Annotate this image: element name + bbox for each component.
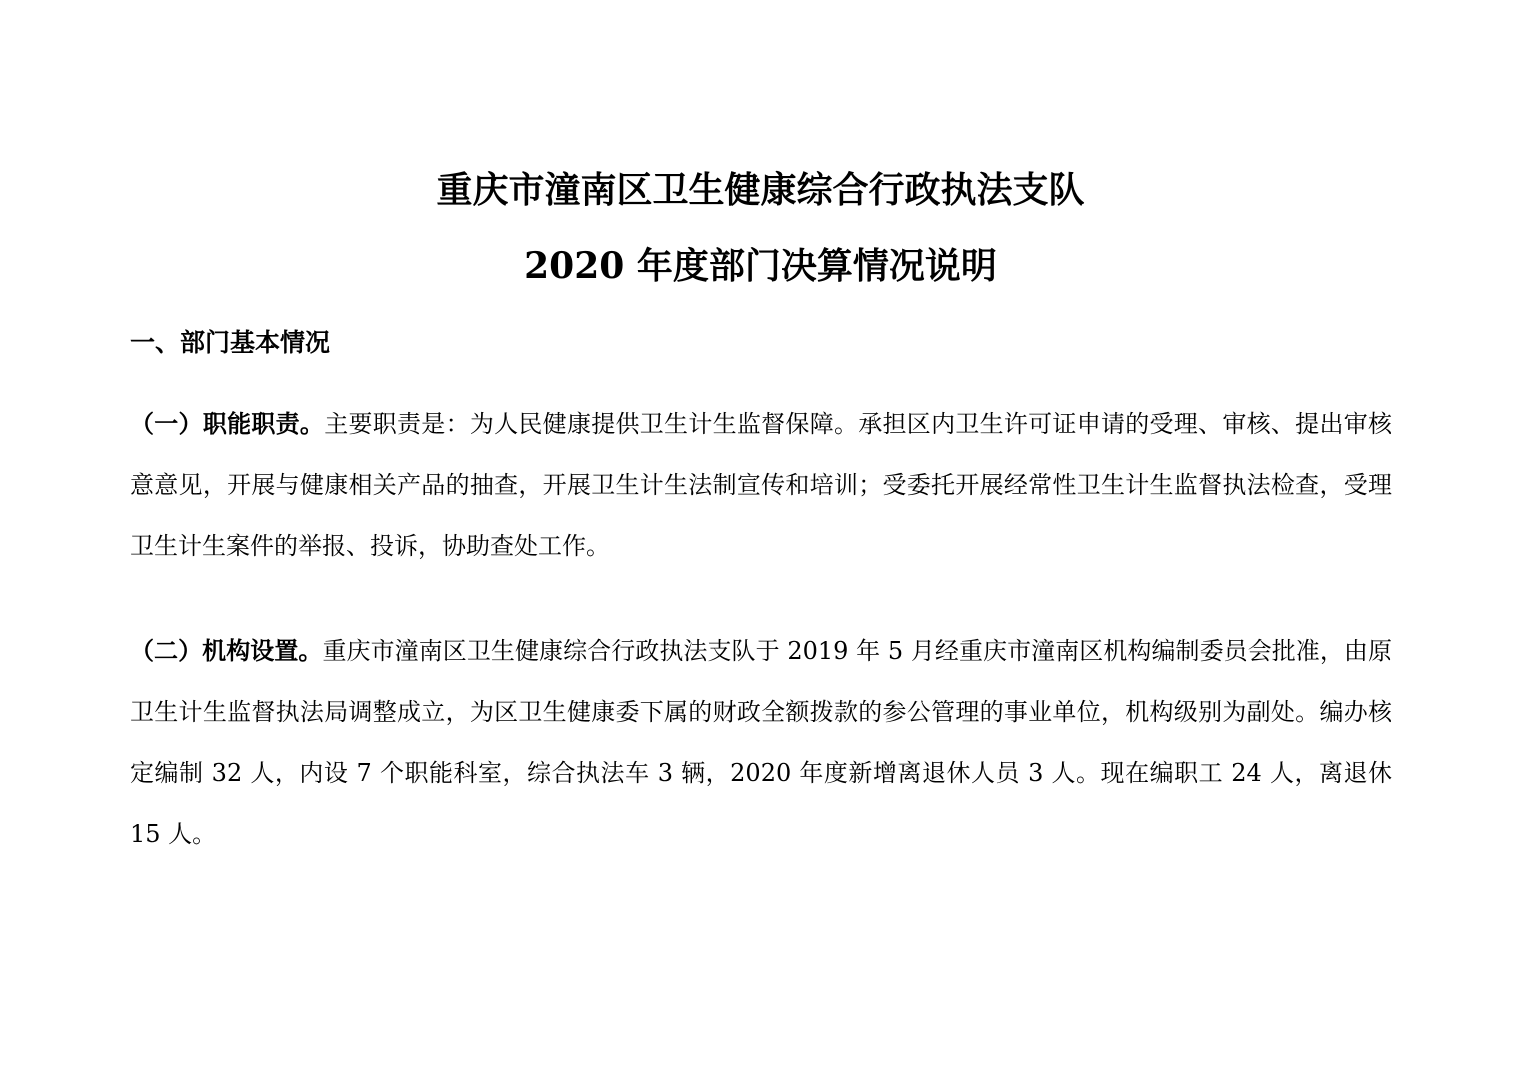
paragraph-body: 主要职责是：为人民健康提供卫生计生监督保障。承担区内卫生许可证申请的受理、审核、提出审核意意见，开展与健康相关产品的抽查，开展卫生计生法制宣传和培训；受委托开展经常性卫生计生监督执法检查，受理卫生计生案件的举报、投诉，协助查处工作。 (130, 410, 1393, 560)
paragraph-organization (130, 620, 1392, 865)
paragraph-body: 重庆市潼南区卫生健康综合行政执法支队于 2019 年 5 月经重庆市潼南区机构编制委员会批准，由原卫生计生监督执法局调整成立，为区卫生健康委下属的财政全额拨款的参公管理的事业单位，机构级别为副处。编办核定编制 32 人，内设 7 个职能科室，综合执法车 3 辆，2020 年度新增离退休人员 3 人。现在编职工 24 人，离退休 15 人。 (130, 637, 1392, 848)
paragraph-lead: （二）机构设置。 (130, 636, 323, 665)
paragraph-lead: （一）职能职责。 (130, 409, 325, 438)
section-heading: 一、部门基本情况 (130, 328, 331, 357)
paragraph-functions (130, 393, 1392, 577)
document-title-line-2: 2020 年度部门决算情况说明 (524, 245, 997, 287)
document-title-line-1: 重庆市潼南区卫生健康综合行政执法支队 (436, 169, 1085, 211)
